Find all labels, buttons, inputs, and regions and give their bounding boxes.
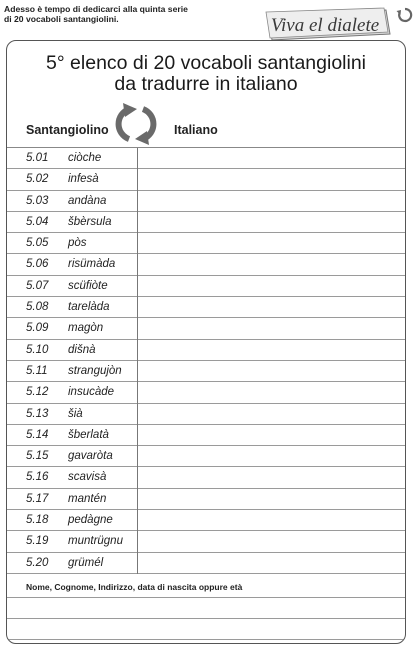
dialect-word: mantén	[68, 492, 107, 505]
dialect-word: scüfiòte	[68, 279, 108, 292]
dialect-word: risümàda	[68, 258, 116, 271]
viva-el-dialete-badge	[264, 4, 396, 42]
dialect-word: gavaròta	[68, 450, 113, 463]
column-header-santangiolino: Santangiolino	[26, 123, 109, 137]
table-row[interactable]	[7, 531, 405, 552]
row-number: 5.05	[26, 237, 49, 250]
table-row[interactable]	[7, 212, 405, 233]
vocabulary-card	[6, 40, 406, 644]
row-number: 5.08	[26, 301, 49, 314]
row-number: 5.07	[26, 279, 49, 292]
row-number: 5.20	[26, 556, 49, 569]
column-header-italiano: Italiano	[174, 123, 218, 137]
curved-arrow-icon	[396, 6, 414, 24]
intro-line-2: di 20 vocaboli santangiolini.	[4, 14, 119, 24]
row-number: 5.03	[26, 194, 49, 207]
table-row[interactable]	[7, 191, 405, 212]
row-number: 5.16	[26, 471, 49, 484]
footer-label: Nome, Cognome, Indirizzo, data di nascita oppure età	[26, 582, 243, 592]
dialect-word: infesà	[68, 173, 99, 186]
table-row[interactable]	[7, 233, 405, 254]
row-number: 5.02	[26, 173, 49, 186]
table-row[interactable]	[7, 510, 405, 531]
row-number: 5.04	[26, 215, 49, 228]
table-row[interactable]	[7, 489, 405, 510]
row-number: 5.15	[26, 450, 49, 463]
table-row[interactable]	[7, 318, 405, 339]
table-row[interactable]	[7, 404, 405, 425]
table-row[interactable]	[7, 148, 405, 169]
table-row[interactable]	[7, 254, 405, 275]
swap-arrows-icon	[111, 101, 161, 145]
row-number: 5.11	[26, 364, 48, 377]
dialect-word: tarelàda	[68, 301, 110, 314]
card-title	[7, 53, 405, 95]
dialect-word: muntrügnu	[68, 535, 123, 548]
dialect-word: magòn	[68, 322, 104, 335]
footer-line[interactable]	[7, 639, 405, 640]
dialect-word: pòs	[68, 237, 87, 250]
row-number: 5.01	[26, 152, 49, 164]
row-number: 5.18	[26, 514, 49, 527]
row-number: 5.14	[26, 428, 49, 441]
row-number: 5.06	[26, 258, 49, 271]
dialect-word: šberlatà	[68, 428, 109, 441]
table-row[interactable]	[7, 467, 405, 488]
dialect-word: strangujòn	[68, 364, 122, 377]
title-line-2: da tradurre in italiano	[114, 73, 298, 95]
dialect-word: ciòche	[68, 152, 102, 164]
table-row[interactable]	[7, 169, 405, 190]
badge-text: Viva el dialete	[270, 15, 380, 36]
dialect-word: šbèrsula	[68, 215, 112, 228]
dialect-word: grümél	[68, 556, 104, 569]
table-row[interactable]	[7, 425, 405, 446]
title-line-1: 5° elenco di 20 vocaboli santangiolini	[45, 52, 367, 74]
table-row[interactable]	[7, 361, 405, 382]
vocabulary-table	[7, 148, 405, 574]
dialect-word: dišnà	[68, 343, 96, 356]
dialect-word: pedàgne	[68, 514, 113, 527]
dialect-word: andàna	[68, 194, 107, 207]
table-row[interactable]	[7, 340, 405, 361]
row-number: 5.17	[26, 492, 49, 505]
footer-line[interactable]	[7, 597, 405, 598]
row-number: 5.19	[26, 535, 49, 548]
row-number: 5.13	[26, 407, 49, 420]
column-divider	[137, 148, 138, 574]
dialect-word: scavisà	[68, 471, 107, 484]
table-row[interactable]	[7, 297, 405, 318]
table-row[interactable]	[7, 382, 405, 403]
dialect-word: insucàde	[68, 386, 115, 399]
footer-line[interactable]	[7, 618, 405, 619]
table-row[interactable]	[7, 276, 405, 297]
row-number: 5.12	[26, 386, 49, 399]
intro-text	[4, 4, 254, 24]
intro-line-1: Adesso è tempo di dedicarci alla quinta serie	[4, 4, 188, 14]
dialect-word: šià	[68, 407, 83, 420]
row-number: 5.09	[26, 322, 49, 335]
table-row[interactable]	[7, 553, 405, 574]
row-number: 5.10	[26, 343, 49, 356]
table-row[interactable]	[7, 446, 405, 467]
